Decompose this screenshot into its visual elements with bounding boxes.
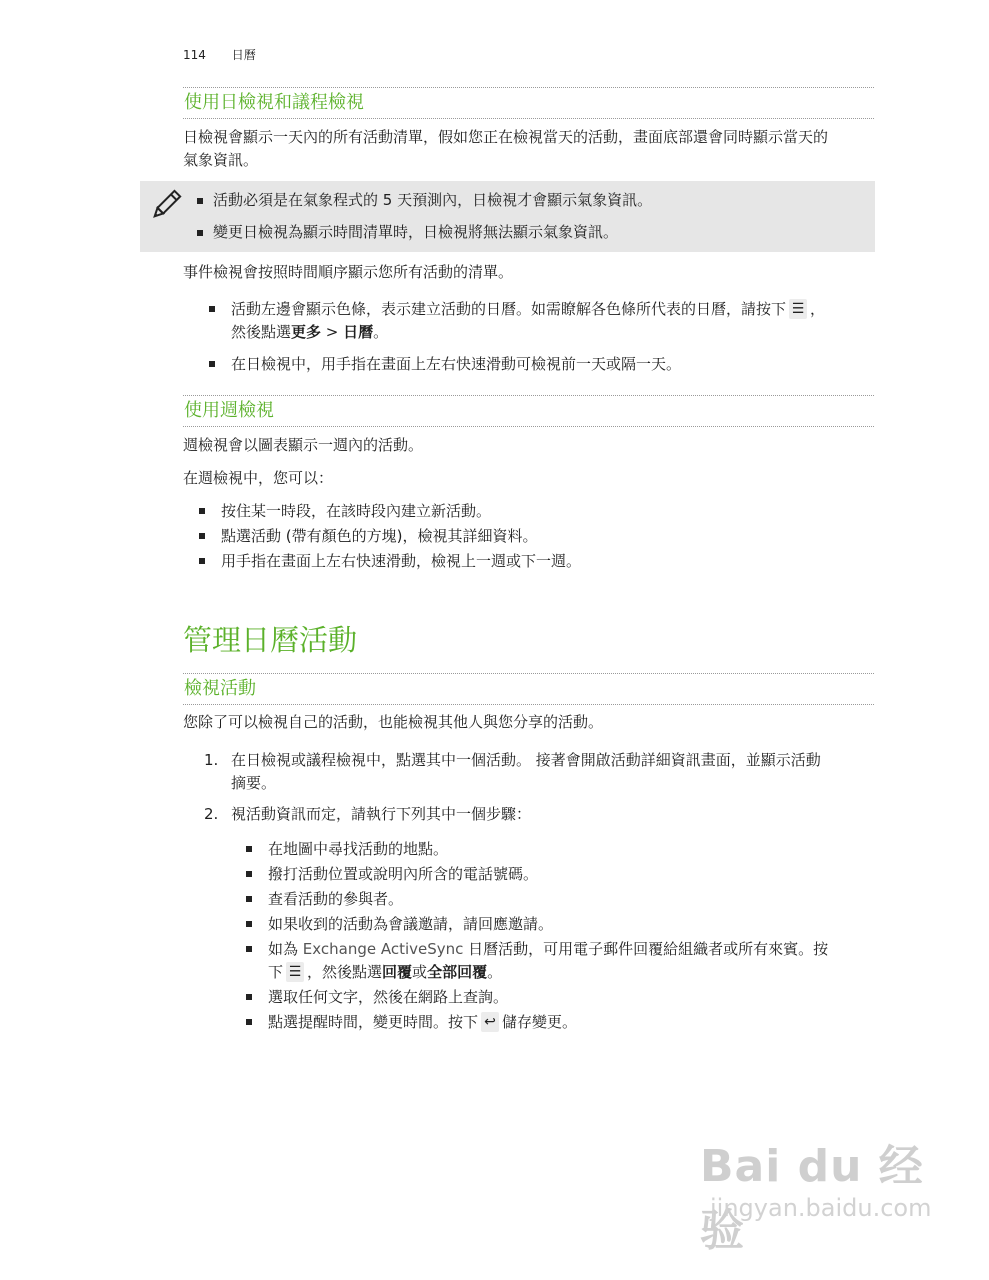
baidu-watermark bbox=[700, 1130, 940, 1256]
bullet-marker bbox=[199, 533, 205, 539]
calendar-label: 日曆 bbox=[343, 323, 374, 341]
bullet-marker bbox=[246, 896, 252, 902]
note-item-2: 變更日檢視為顯示時間清單時，日檢視將無法顯示氣象資訊。 bbox=[213, 223, 619, 241]
sub-item-5 bbox=[268, 938, 876, 984]
baidu-logo: Bai du 经验 bbox=[700, 1141, 924, 1256]
bullet-marker bbox=[199, 558, 205, 564]
day-view-para-line1: 日檢視會顯示一天內的所有活動清單，假如您正在檢視當天的活動，畫面底部還會同時顯示當天的 bbox=[183, 128, 829, 146]
bullet-1-line2: 然後點選更多 > 日曆。 bbox=[231, 323, 389, 341]
step-2: 視活動資訊而定，請執行下列其中一個步驟： bbox=[231, 805, 532, 823]
bullet-marker bbox=[246, 846, 252, 852]
sub-item-7: 點選提醒時間，變更時間。按下 ↩ 儲存變更。 bbox=[268, 1013, 578, 1031]
step-1 bbox=[231, 749, 873, 795]
reply-all-label: 全部回覆 bbox=[427, 963, 488, 981]
week-view-bullet-2: 點選活動 (帶有顏色的方塊)，檢視其詳細資料。 bbox=[221, 527, 538, 545]
step-1-line2: 摘要。 bbox=[231, 774, 277, 792]
bullet-marker bbox=[209, 306, 215, 312]
section-title-day-view: 使用日檢視和議程檢視 bbox=[183, 87, 874, 119]
sub-item-4: 如果收到的活動為會議邀請，請回應邀請。 bbox=[268, 915, 554, 933]
chapter-name: 日曆 bbox=[231, 48, 256, 62]
bullet-1-line1: 活動左邊會顯示色條，表示建立活動的日曆。如需瞭解各色條所代表的日曆，請按下 ☰ ， bbox=[231, 300, 826, 318]
sub-item-2: 撥打活動位置或說明內所含的電話號碼。 bbox=[268, 865, 539, 883]
watermark-url: jingyan.baidu.com bbox=[710, 1194, 932, 1222]
bullet-marker bbox=[246, 946, 252, 952]
agenda-paragraph: 事件檢視會按照時間順序顯示您所有活動的清單。 bbox=[183, 263, 514, 281]
pencil-icon bbox=[148, 187, 184, 223]
bullet-marker bbox=[209, 361, 215, 367]
week-view-bullet-1: 按住某一時段，在該時段內建立新活動。 bbox=[221, 502, 492, 520]
sub-item-5-line2: 下 ☰ ，然後點選回覆或全部回覆。 bbox=[268, 963, 503, 981]
bullet-marker bbox=[246, 871, 252, 877]
note-box bbox=[140, 181, 875, 252]
week-view-paragraph-1: 週檢視會以圖表顯示一週內的活動。 bbox=[183, 436, 424, 454]
bullet-marker bbox=[246, 994, 252, 1000]
bullet-marker bbox=[246, 921, 252, 927]
week-view-bullet-3: 用手指在畫面上左右快速滑動，檢視上一週或下一週。 bbox=[221, 552, 582, 570]
bullet-marker bbox=[246, 1019, 252, 1025]
day-view-bullet-2: 在日檢視中，用手指在畫面上左右快速滑動可檢視前一天或隔一天。 bbox=[231, 355, 682, 373]
sub-item-6: 選取任何文字，然後在網路上查詢。 bbox=[268, 988, 509, 1006]
step-number-2: 2. bbox=[204, 805, 219, 823]
week-view-paragraph-2: 在週檢視中，您可以： bbox=[183, 469, 334, 487]
more-label: 更多 bbox=[291, 323, 322, 341]
step-1-line1: 在日檢視或議程檢視中，點選其中一個活動。 接著會開啟活動詳細資訊畫面，並顯示活動 bbox=[231, 751, 821, 769]
section-title-week-view: 使用週檢視 bbox=[183, 395, 874, 427]
step-number-1: 1. bbox=[204, 751, 219, 769]
note-bullet-2 bbox=[197, 230, 203, 236]
page-number: 114 bbox=[183, 48, 206, 62]
note-bullet-1 bbox=[197, 198, 203, 204]
back-icon: ↩ bbox=[481, 1012, 499, 1032]
day-view-paragraph bbox=[183, 126, 873, 172]
sub-item-1: 在地圖中尋找活動的地點。 bbox=[268, 840, 449, 858]
exchange-activesync-text: Exchange ActiveSync bbox=[302, 940, 464, 958]
page-header bbox=[183, 46, 256, 63]
sub-item-5-line1: 如為 Exchange ActiveSync 日曆活動，可用電子郵件回覆給組織者或所有來賓。按 bbox=[268, 940, 829, 958]
view-events-paragraph: 您除了可以檢視自己的活動，也能檢視其他人與您分享的活動。 bbox=[183, 713, 604, 731]
reply-label: 回覆 bbox=[382, 963, 413, 981]
section-title-view-events: 檢視活動 bbox=[183, 673, 874, 705]
menu-icon: ☰ bbox=[286, 962, 304, 982]
heading-manage-events: 管理日曆活動 bbox=[183, 623, 358, 657]
day-view-para-line2: 氣象資訊。 bbox=[183, 151, 259, 169]
sub-item-3: 查看活動的參與者。 bbox=[268, 890, 404, 908]
note-item-1: 活動必須是在氣象程式的 5 天預測內，日檢視才會顯示氣象資訊。 bbox=[213, 191, 653, 209]
menu-icon: ☰ bbox=[789, 299, 807, 319]
bullet-marker bbox=[199, 508, 205, 514]
day-view-bullet-1 bbox=[231, 298, 873, 344]
